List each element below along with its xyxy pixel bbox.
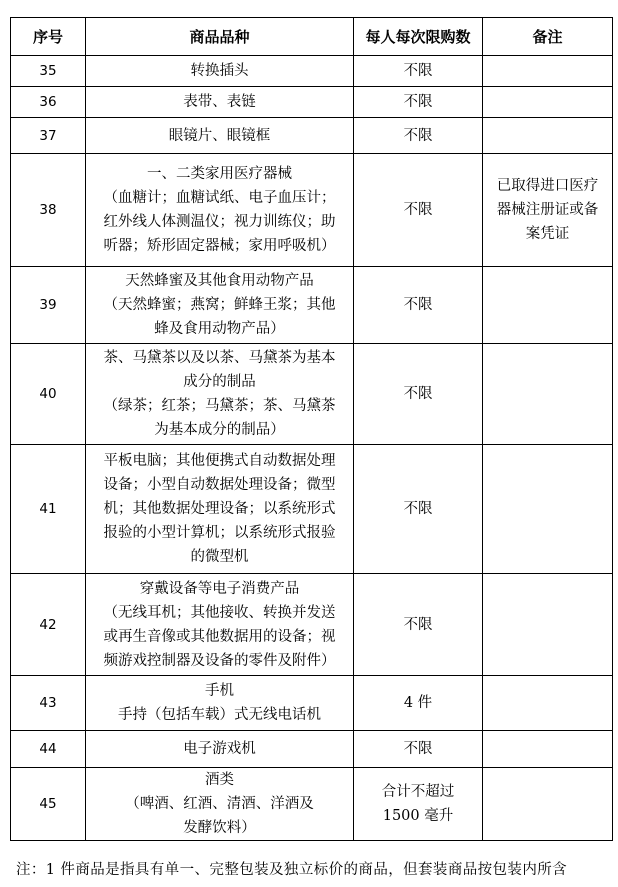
goods-category-cell-line: （无线耳机；其他接收、转换并发送 [103,604,336,621]
remarks-cell-line: 已取得进口医疗 [496,178,599,194]
table-header-row [11,18,613,56]
serial-number-cell: 41 [11,445,86,574]
remarks-cell [483,731,613,768]
purchase-limit-cell-line: 1500 毫升 [382,808,454,824]
goods-category-cell [86,154,354,267]
table-row [11,344,613,445]
table-row [11,574,613,676]
purchase-limit-cell [354,118,483,154]
remarks-cell-line: 器械注册证或备 [496,202,599,218]
goods-category-cell-line: （天然蜂蜜；燕窝；鲜蜂王浆；其他 [103,297,336,313]
goods-category-cell-line: 听器；矫形固定器械；家用呼吸机） [103,238,336,254]
footnote: 注：1 件商品是指具有单一、完整包装及独立标价的商品，但套装商品按包装内所含 [16,862,568,878]
purchase-limit-cell [354,731,483,768]
goods-category-cell [86,676,354,731]
goods-category-cell-line: 表带、表链 [183,94,256,110]
goods-category-cell-line: 电子游戏机 [183,741,256,757]
purchase-limit-cell-line: 不限 [403,741,433,757]
purchase-limit-cell-line: 合计不超过 [381,784,455,800]
remarks-cell [483,445,613,574]
purchase-limit-cell [354,676,483,731]
remarks-cell [483,118,613,154]
serial-number-cell: 45 [11,768,86,841]
serial-number-cell: 36 [11,87,86,118]
goods-category-cell-line: 为基本成分的制品） [154,422,285,438]
header-serial-number: 序号 [11,18,86,56]
goods-category-cell [86,118,354,154]
goods-category-cell-line: 成分的制品 [183,374,256,390]
table-row [11,154,613,267]
remarks-cell [483,676,613,731]
purchase-limit-cell-line: 不限 [403,616,433,633]
serial-number-cell: 38 [11,154,86,267]
serial-number-cell: 37 [11,118,86,154]
purchase-limit-cell [354,344,483,445]
table-row [11,768,613,841]
goods-category-cell [86,574,354,676]
goods-category-cell-line: 或再生音像或其他数据用的设备；视 [103,628,336,645]
goods-purchase-limit-table [10,17,613,841]
table-row [11,676,613,731]
goods-category-cell-line: （绿茶；红茶；马黛茶；茶、马黛茶 [103,398,336,414]
purchase-limit-cell-line: 不限 [403,297,433,313]
remarks-cell [483,344,613,445]
goods-category-cell-line: （血糖计；血糖试纸、电子血压计； [103,190,336,206]
table-row [11,87,613,118]
goods-category-cell-line: 天然蜂蜜及其他食用动物产品 [125,273,314,289]
goods-category-cell [86,267,354,344]
remarks-cell [483,56,613,87]
goods-category-cell [86,445,354,574]
purchase-limit-cell-line: 不限 [403,202,433,218]
purchase-limit-cell [354,267,483,344]
goods-category-cell [86,768,354,841]
serial-number-cell: 40 [11,344,86,445]
serial-number-cell: 44 [11,731,86,768]
purchase-limit-cell [354,154,483,267]
purchase-limit-cell-line: 不限 [403,501,433,517]
goods-category-cell-line: 蜂及食用动物产品） [154,321,285,337]
table-row [11,267,613,344]
purchase-limit-cell [354,574,483,676]
goods-category-cell-line: 眼镜片、眼镜框 [168,127,271,144]
goods-category-cell-line: 设备；小型自动数据处理设备；微型 [103,477,336,493]
purchase-limit-cell [354,768,483,841]
goods-category-cell-line: 茶、马黛茶以及以茶、马黛茶为基本 [103,350,336,366]
purchase-limit-cell [354,445,483,574]
goods-category-cell-line: 穿戴设备等电子消费产品 [139,580,300,597]
goods-category-cell-line: （啤酒、红酒、清酒、洋酒及 [125,796,314,812]
goods-category-cell-line: 平板电脑；其他便携式自动数据处理 [103,453,336,469]
remarks-cell-line: 案凭证 [525,226,570,242]
goods-category-cell-line: 的微型机 [190,549,249,565]
purchase-limit-cell-line: 不限 [403,127,433,144]
remarks-cell [483,87,613,118]
goods-category-cell [86,56,354,87]
purchase-limit-cell-line: 4 件 [403,695,433,711]
goods-category-cell-line: 一、二类家用医疗器械 [147,166,292,182]
table-row [11,445,613,574]
goods-category-cell-line: 发酵饮料） [183,820,256,836]
remarks-cell [483,768,613,841]
purchase-limit-cell-line: 不限 [403,63,433,79]
goods-category-cell-line: 频游戏控制器及设备的零件及附件） [103,652,336,669]
goods-category-cell-line: 酒类 [205,772,234,788]
table-body [11,56,613,841]
serial-number-cell: 43 [11,676,86,731]
header-purchase-limit: 每人每次限购数 [354,18,483,56]
goods-category-cell [86,731,354,768]
serial-number-cell: 35 [11,56,86,87]
remarks-cell [483,267,613,344]
goods-category-cell-line: 手持（包括车载）式无线电话机 [118,707,321,723]
purchase-limit-cell-line: 不限 [403,94,433,110]
purchase-limit-cell [354,56,483,87]
purchase-limit-cell [354,87,483,118]
goods-category-cell [86,344,354,445]
header-goods-category: 商品品种 [86,18,354,56]
table-row [11,118,613,154]
purchase-limit-cell-line: 不限 [403,386,433,402]
goods-category-cell-line: 机；其他数据处理设备；以系统形式 [103,501,336,517]
serial-number-cell: 39 [11,267,86,344]
goods-category-cell [86,87,354,118]
goods-category-cell-line: 手机 [205,683,234,699]
table-row [11,56,613,87]
serial-number-cell: 42 [11,574,86,676]
remarks-cell [483,154,613,267]
table-row [11,731,613,768]
goods-category-cell-line: 红外线人体测温仪；视力训练仪；助 [103,214,336,230]
header-remarks: 备注 [483,18,613,56]
remarks-cell [483,574,613,676]
goods-category-cell-line: 报验的小型计算机；以系统形式报验 [103,525,336,541]
goods-category-cell-line: 转换插头 [190,63,249,79]
